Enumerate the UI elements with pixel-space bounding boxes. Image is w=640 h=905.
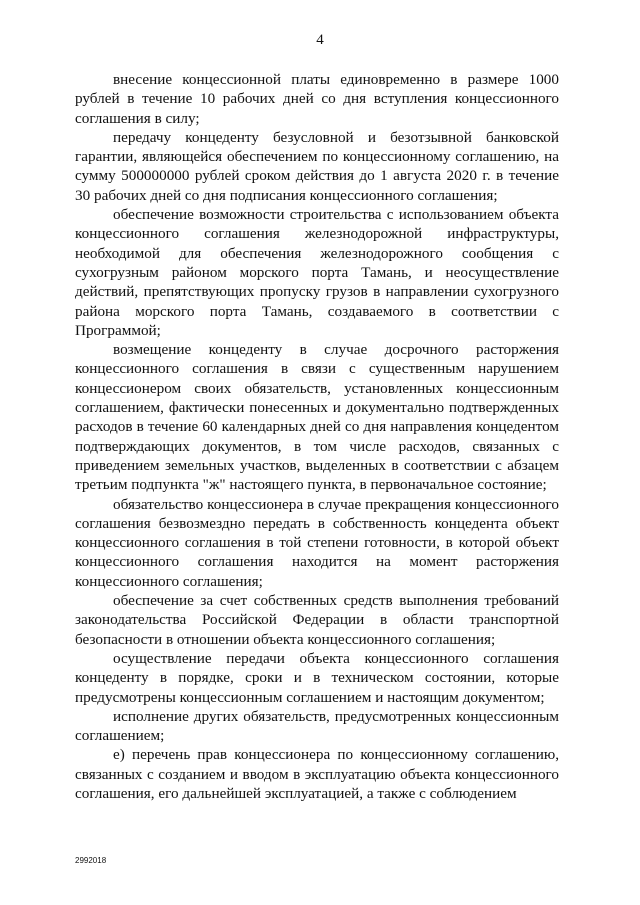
paragraph-object-transfer: осуществление передачи объекта концессионного соглашения концеденту в порядке, сроки и в техническом состоянии, которые предусмотрены концессионным соглашением и настоящим документом; [75,649,559,706]
document-body [75,70,559,803]
page-number: 4 [316,32,324,48]
paragraph-railway-infrastructure: обеспечение возможности строительства с использованием объекта концессионного соглашения железнодорожной инфраструктуры, необходимой для обеспечения железнодорожного сообщения с сухогрузным районом морского порта Тамань, и неосуществление действий, препятствующих пропуску грузов в направлении сухогрузного района морского порта Тамань, создаваемого в соответствии с Программой; [75,206,559,339]
paragraph-object-transfer-on-termination: обязательство концессионера в случае прекращения концессионного соглашения безвозмездно передать в собственность концедента объект концессионного соглашения в той степени готовности, в которой объект концессионного соглашения находится на момент расторжения концессионного соглашения; [75,495,559,590]
document-code: 2992018 [75,856,107,865]
paragraph-cost-compensation: возмещение концеденту в случае досрочного расторжения концессионного соглашения в связи с существенным нарушением концессионером своих обязательств, установленных концессионным соглашением, фактически понесенных и документально подтвержденных расходов в течение 60 календарных дней со дня направления концедентом подтверждающих документов, в том числе расходов, связанных с приведением земельных участков, выделенных в соответствии с абзацем третьим подпункта "ж" настоящего пункта, в первоначальное состояние; [75,341,559,494]
paragraph-other-obligations: исполнение других обязательств, предусмотренных концессионным соглашением; [75,707,559,745]
paragraph-transport-security: обеспечение за счет собственных средств выполнения требований законодательства Российской Федерации в области транспортной безопасности в отношении объекта концессионного соглашения; [75,592,559,648]
paragraph-concession-fee: внесение концессионной платы единовременно в размере 1000 рублей в течение 10 рабочих дней со дня вступления концессионного соглашения в силу; [75,71,559,127]
paragraph-concessionaire-rights: е) перечень прав концессионера по концессионному соглашению, связанных с созданием и вводом в эксплуатацию объекта концессионного соглашения, его дальнейшей эксплуатацией, а также с соблюдением [75,746,559,802]
paragraph-bank-guarantee: передачу концеденту безусловной и безотзывной банковской гарантии, являющейся обеспечением по концессионному соглашению, на сумму 500000000 рублей сроком действия до 1 августа 2020 г. в течение 30 рабочих дней со дня подписания концессионного соглашения; [75,128,559,204]
